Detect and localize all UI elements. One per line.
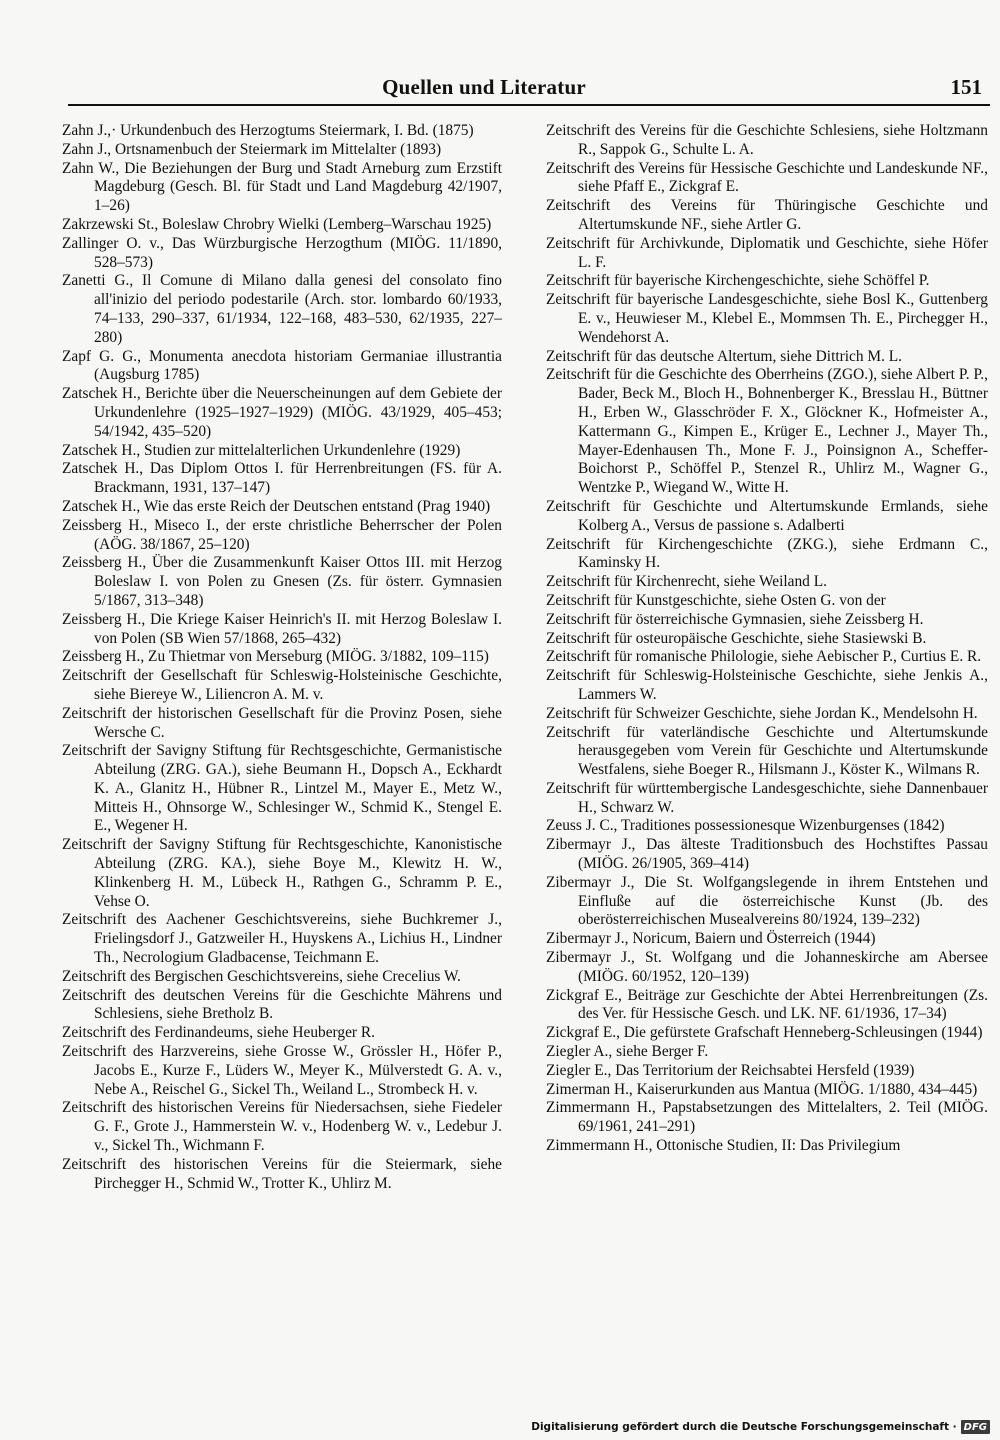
bibliography-entry: Zatschek H., Wie das erste Reich der Deutschen entstand (Prag 1940) [62, 497, 491, 515]
bibliography-entry: Zakrzewski St., Boleslaw Chrobry Wielki (Lemberg–Warschau 1925) [62, 215, 492, 233]
bibliography-entry: Zeissberg H., Über die Zusammenkunft Kaiser Ottos III. mit Herzog Boleslaw I. von Polen zu Gnesen (Zs. für österr. Gymnasien 5/1867, 313–348) [62, 554, 502, 609]
bibliography-entry: Zeitschrift des Vereins für Hessische Geschichte und Landeskunde NF., siehe Pfaff E., Zickgraf E. [546, 159, 988, 196]
bibliography-entry: Zibermayr J., St. Wolfgang und die Johanneskirche am Abersee (MIÖG. 60/1952, 120–139) [546, 949, 988, 985]
bibliography-entry: Zatschek H., Berichte über die Neuerscheinungen auf dem Gebiete der Urkundenlehre (1925–1927–1929) (MIÖG. 43/1929, 405–453; 54/1942, 435–520) [62, 385, 502, 440]
bibliography-entry: Zahn J.,· Urkundenbuch des Herzogtums Steiermark, I. Bd. (1875) [62, 122, 474, 139]
bibliography-entry: Zeitschrift des Vereins für die Geschichte Schlesiens, siehe Holtzmann R., Sappok G., Schulte L. A. [546, 122, 988, 158]
bibliography-entry: Zeitschrift für Kirchenrecht, siehe Weiland L. [546, 573, 827, 591]
page-header [68, 70, 990, 106]
bibliography-entry: Zeitschrift des historischen Vereins für die Steiermark, siehe Pirchegger H., Schmid W., Trotter K., Uhlirz M. [62, 1155, 502, 1192]
bibliography-entry: Zeitschrift für die Geschichte des Oberrheins (ZGO.), siehe Albert P. P., Bader, Beck M., Bloch H., Bohnenberger K., Bresslau H., Büttner H., Erben W., Glasschröder F. X., Glöckner K., Hofmeister A., Kattermann G., Kimpen E., Krüger E., Lechner J., Mayer Th., Mayer-Edenhausen Th., Mone F. J., Poinsignon A., Scheffer-Boichorst P., Schöffel P., Stenzel R., Uhlirz M., Wagner G., Wentzke P., Wiegand W., Witte H. [546, 366, 988, 497]
dfg-logo: DFG [961, 1420, 990, 1434]
bibliography-entry: Zapf G. G., Monumenta anecdota historiam Germaniae illustrantia (Augsburg 1785) [62, 347, 502, 384]
left-column [62, 122, 502, 1340]
bibliography-entry: Zeitschrift des historischen Vereins für Niedersachsen, siehe Fiedeler G. F., Grote J., Hammerstein W. v., Hodenberg W. v., Ledebur J. v., Sickel Th., Wichmann F. [62, 1099, 502, 1155]
bibliography-entry: Zibermayr J., Die St. Wolfgangslegende in ihrem Entstehen und Einfluße auf die österreichische Kunst (Jb. des oberösterreichischen Musealvereins 80/1924, 139–232) [546, 873, 988, 929]
bibliography-entry: Zimmermann H., Ottonische Studien, II: Das Privilegium [546, 1137, 901, 1155]
bibliography-entry: Zeitschrift für bayerische Kirchengeschichte, siehe Schöffel P. [546, 272, 930, 290]
bibliography-entry: Zatschek H., Studien zur mittelalterlichen Urkundenlehre (1929) [62, 441, 461, 459]
bibliography-entry: Zeitschrift des Aachener Geschichtsvereins, siehe Buchkremer J., Frielingsdorf J., Gatzweiler H., Huyskens A., Lichius H., Lindner Th., Necrologium Gladbacense, Teichmann E. [62, 911, 502, 967]
bibliography-entry: Zeitschrift für württembergische Landesgeschichte, siehe Dannenbauer H., Schwarz W. [546, 779, 988, 816]
page-number: 151 [950, 75, 982, 99]
bibliography-entry: Zickgraf E., Die gefürstete Grafschaft Henneberg-Schleusingen (1944) [546, 1024, 983, 1042]
bibliography-entry: Zeitschrift für Kirchengeschichte (ZKG.), siehe Erdmann C., Kaminsky H. [546, 535, 988, 572]
bibliography-entry: Zahn J., Ortsnamenbuch der Steiermark im Mittelalter (1893) [62, 140, 442, 158]
footer-credit [531, 1418, 990, 1436]
bibliography-entry: Zimmermann H., Papstabsetzungen des Mittelalters, 2. Teil (MIÖG. 69/1961, 241–291) [546, 1099, 988, 1136]
bibliography-entry: Zeitschrift für das deutsche Altertum, siehe Dittrich M. L. [546, 347, 903, 365]
bibliography-entry: Zimerman H., Kaiserurkunden aus Mantua (MIÖG. 1/1880, 434–445) [546, 1080, 978, 1098]
bibliography-entry: Zeitschrift des Bergischen Geschichtsvereins, siehe Crecelius W. [62, 967, 461, 985]
bibliography-entry: Zeitschrift für bayerische Landesgeschichte, siehe Bosl K., Guttenberg E. v., Heuwieser M., Klebel E., Mommsen Th. E., Pirchegger H., Wendehorst A. [546, 291, 988, 346]
bibliography-entry: Zeitschrift des Harzvereins, siehe Grosse W., Grössler H., Höfer P., Jacobs E., Kurze F., Lüders W., Meyer K., Mülverstedt G. A. v., Nebe A., Reischel G., Sickel Th., Weiland L., Strombeck H. v. [62, 1043, 502, 1098]
bibliography-entry: Zeuss J. C., Traditiones possessionesque Wizenburgenses (1842) [546, 817, 945, 835]
bibliography-entry: Zeissberg H., Zu Thietmar von Merseburg (MIÖG. 3/1882, 109–115) [62, 648, 489, 666]
bibliography-entry: Zahn W., Die Beziehungen der Burg und Stadt Arneburg zum Erzstift Magdeburg (Gesch. Bl. für Stadt und Land Magdeburg 42/1907, 1–26) [62, 159, 502, 215]
bibliography-entry: Zeitschrift für vaterländische Geschichte und Altertumskunde herausgegeben vom Verein für Geschichte und Altertumskunde Westfalens, siehe Boeger R., Hilsmann J., Köster K., Wilmans R. [546, 723, 988, 779]
bibliography-entry: Ziegler E., Das Territorium der Reichsabtei Hersfeld (1939) [546, 1061, 915, 1079]
bibliography-entry: Zeitschrift für Schleswig-Holsteinische Geschichte, siehe Jenkis A., Lammers W. [546, 667, 988, 703]
bibliography-entry: Zeitschrift für osteuropäische Geschichte, siehe Stasiewski B. [546, 629, 927, 647]
right-column [546, 122, 988, 1340]
bibliography-entry: Zeitschrift für Archivkunde, Diplomatik und Geschichte, siehe Höfer L. F. [546, 234, 988, 271]
bibliography-entry: Zeitschrift des Vereins für Thüringische Geschichte und Altertumskunde NF., siehe Artler G. [546, 197, 988, 233]
bibliography-entry: Ziegler A., siehe Berger F. [546, 1043, 709, 1061]
bibliography-entry: Zeitschrift für Kunstgeschichte, siehe Osten G. von der [546, 591, 886, 609]
bibliography-entry: Zeissberg H., Die Kriege Kaiser Heinrich's II. mit Herzog Boleslaw I. von Polen (SB Wien 57/1868, 265–432) [62, 610, 502, 647]
bibliography-entry: Zeitschrift für österreichische Gymnasien, siehe Zeissberg H. [546, 610, 924, 628]
bibliography-entry: Zibermayr J., Das älteste Traditionsbuch des Hochstiftes Passau (MIÖG. 26/1905, 369–414) [546, 836, 988, 873]
bibliography-entry: Zeissberg H., Miseco I., der erste christliche Beherrscher der Polen (AÖG. 38/1867, 25–120) [62, 516, 502, 553]
bibliography-entry: Zeitschrift der Savigny Stiftung für Rechtsgeschichte, Germanistische Abteilung (ZRG. GA.), siehe Beumann H., Dopsch A., Eckhardt K. A., Glanitz H., Hübner R., Lintzel M., Mayer E., Metz W., Mitteis H., Ohnsorge W., Schlesinger W., Schmid K., Stengel E. E., Wegener H. [62, 742, 502, 835]
footer-text: Digitalisierung gefördert durch die Deutsche Forschungsgemeinschaft · [531, 1421, 957, 1433]
bibliography-entry: Zeitschrift für romanische Philologie, siehe Aebischer P., Curtius E. R. [546, 648, 982, 666]
bibliography-entry: Zeitschrift der Savigny Stiftung für Rechtsgeschichte, Kanonistische Abteilung (ZRG. KA.), siehe Boye M., Klewitz H. W., Klinkenberg H. M., Lübeck H., Rathgen G., Schramm P. E., Vehse O. [62, 836, 502, 910]
running-title: Quellen und Literatur [382, 75, 586, 99]
bibliography-entry: Zibermayr J., Noricum, Baiern und Österreich (1944) [546, 930, 876, 948]
bibliography-entry: Zanetti G., Il Comune di Milano dalla genesi del consolato fino all'inizio del periodo podestarile (Arch. stor. lombardo 60/1933, 74–133, 290–337, 61/1934, 122–168, 483–530, 62/1935, 227–280) [62, 272, 502, 346]
bibliography-entry: Zeitschrift der Gesellschaft für Schleswig-Holsteinische Geschichte, siehe Biereye W., Liliencron A. M. v. [62, 667, 502, 703]
bibliography-entry: Zeitschrift des deutschen Vereins für die Geschichte Mährens und Schlesiens, siehe Bretholz B. [62, 986, 502, 1023]
bibliography-entry: Zatschek H., Das Diplom Ottos I. für Herrenbreitungen (FS. für A. Brackmann, 1931, 137–147) [62, 460, 502, 497]
bibliography-entry: Zeitschrift für Schweizer Geschichte, siehe Jordan K., Mendelsohn H. [546, 704, 978, 722]
bibliography-entry: Zeitschrift der historischen Gesellschaft für die Provinz Posen, siehe Wersche C. [62, 704, 502, 741]
bibliography-entry: Zeitschrift für Geschichte und Altertumskunde Ermlands, siehe Kolberg A., Versus de passione s. Adalberti [546, 497, 988, 534]
bibliography-entry: Zeitschrift des Ferdinandeums, siehe Heuberger R. [62, 1024, 375, 1042]
bibliography-entry: Zickgraf E., Beiträge zur Geschichte der Abtei Herrenbreitungen (Zs. des Ver. für Hessische Gesch. und LK. NF. 61/1936, 17–34) [546, 986, 988, 1023]
bibliography-entry: Zallinger O. v., Das Würzburgische Herzogthum (MIÖG. 11/1890, 528–573) [62, 234, 502, 271]
